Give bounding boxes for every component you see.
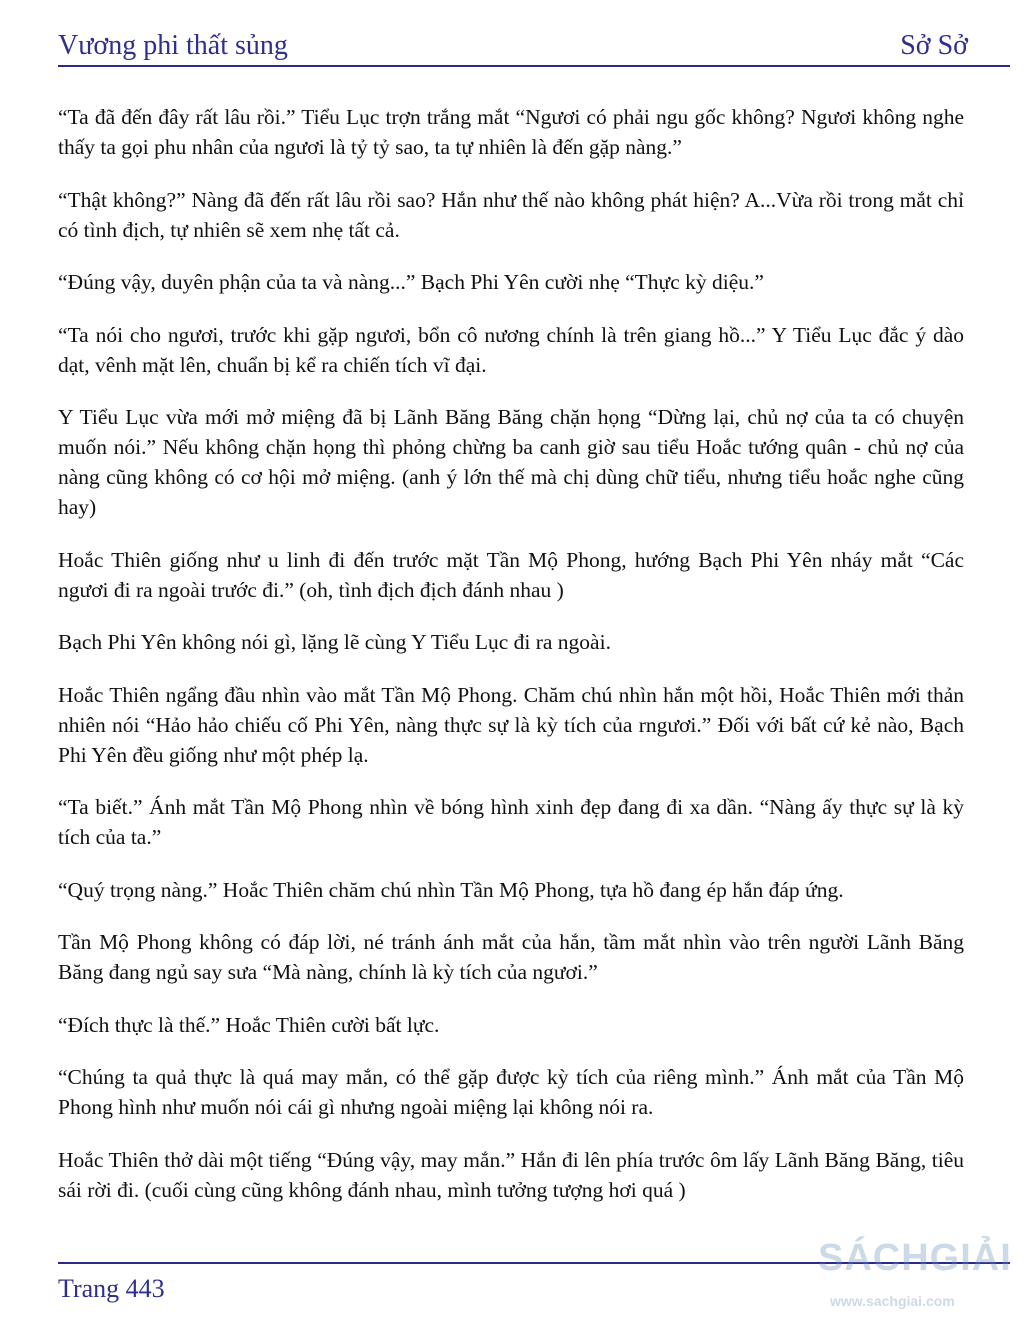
paragraph: Bạch Phi Yên không nói gì, lặng lẽ cùng Y Tiểu Lục đi ra ngoài. [58,630,611,654]
chapter-text [58,102,964,1227]
paragraph: “Thật không?” Nàng đã đến rất lâu rồi sao? Hắn như thế nào không phát hiện? A...Vừa rồi trong mắt chỉ có tình địch, tự nhiên sẽ xem nhẹ tất cả. [58,187,964,242]
paragraph: “Đúng vậy, duyên phận của ta và nàng...” Bạch Phi Yên cười nhẹ “Thực kỳ diệu.” [58,270,764,294]
watermark-logo: SÁCHGIẢI [818,1237,1012,1279]
paragraph: Y Tiểu Lục vừa mới mở miệng đã bị Lãnh Băng Băng chặn họng “Dừng lại, chủ nợ của ta có chuyện muốn nói.” Nếu không chặn họng thì phỏng chừng ba canh giờ sau tiểu Hoắc tướng quân - chủ nợ của nàng cũng không có cơ hội mở miệng. (anh ý lớn thế mà chị dùng chữ tiểu, nhưng tiểu hoắc nghe cũng hay) [58,405,964,519]
paragraph: “Ta đã đến đây rất lâu rồi.” Tiểu Lục trợn trắng mắt “Ngươi có phải ngu gốc không? Ngươi không nghe thấy ta gọi phu nhân của ngươi là tỷ tỷ sao, ta tự nhiên là đến gặp nàng.” [58,105,964,159]
paragraph: “Ta biết.” Ánh mắt Tần Mộ Phong nhìn về bóng hình xinh đẹp đang đi xa dần. “Nàng ấy thực sự là kỳ tích của ta.” [58,795,964,849]
watermark-url: www.sachgiai.com [830,1293,955,1309]
paragraph: “Quý trọng nàng.” Hoắc Thiên chăm chú nhìn Tần Mộ Phong, tựa hồ đang ép hắn đáp ứng. [58,877,844,902]
site-watermark [808,1228,1020,1318]
footer-divider [58,1262,1010,1264]
paragraph: “Đích thực là thế.” Hoắc Thiên cười bất lực. [58,1012,440,1037]
paragraph: Hoắc Thiên thở dài một tiếng “Đúng vậy, may mắn.” Hắn đi lên phía trước ôm lấy Lãnh Băng Băng, tiêu sái rời đi. (cuối cùng cũng không đánh nhau, mình tưởng tượng hơi quá ) [58,1147,964,1202]
paragraph: Hoắc Thiên giống như u linh đi đến trước mặt Tần Mộ Phong, hướng Bạch Phi Yên nháy mắt “Các ngươi đi ra ngoài trước đi.” (oh, tình địch địch đánh nhau ) [58,547,964,602]
paragraph: Hoắc Thiên ngẩng đầu nhìn vào mắt Tần Mộ Phong. Chăm chú nhìn hắn một hồi, Hoắc Thiên mới thản nhiên nói “Hảo hảo chiếu cố Phi Yên, nàng thực sự là kỳ tích của rngươi.” Đối với bất cứ kẻ nào, Bạch Phi Yên đều giống như một phép lạ. [58,682,964,767]
author-name: Sở Sở [900,30,968,61]
paragraph: “Ta nói cho ngươi, trước khi gặp ngươi, bổn cô nương chính là trên giang hồ...” Y Tiểu Lục đắc ý dào dạt, vênh mặt lên, chuẩn bị kể ra chiến tích vĩ đại. [58,322,964,377]
page-number: Trang 443 [58,1274,165,1303]
paragraph: Tần Mộ Phong không có đáp lời, né tránh ánh mắt của hắn, tầm mắt nhìn vào trên người Lãnh Băng Băng đang ngủ say sưa “Mà nàng, chính là kỳ tích của ngươi.” [58,930,964,984]
page-header [58,24,968,64]
header-divider [58,65,1010,67]
paragraph: “Chúng ta quả thực là quá may mắn, có thể gặp được kỳ tích của riêng mình.” Ánh mắt của Tần Mộ Phong hình như muốn nói cái gì nhưng ngoài miệng lại không nói ra. [58,1065,964,1119]
book-title: Vương phi thất sủng [58,30,288,61]
